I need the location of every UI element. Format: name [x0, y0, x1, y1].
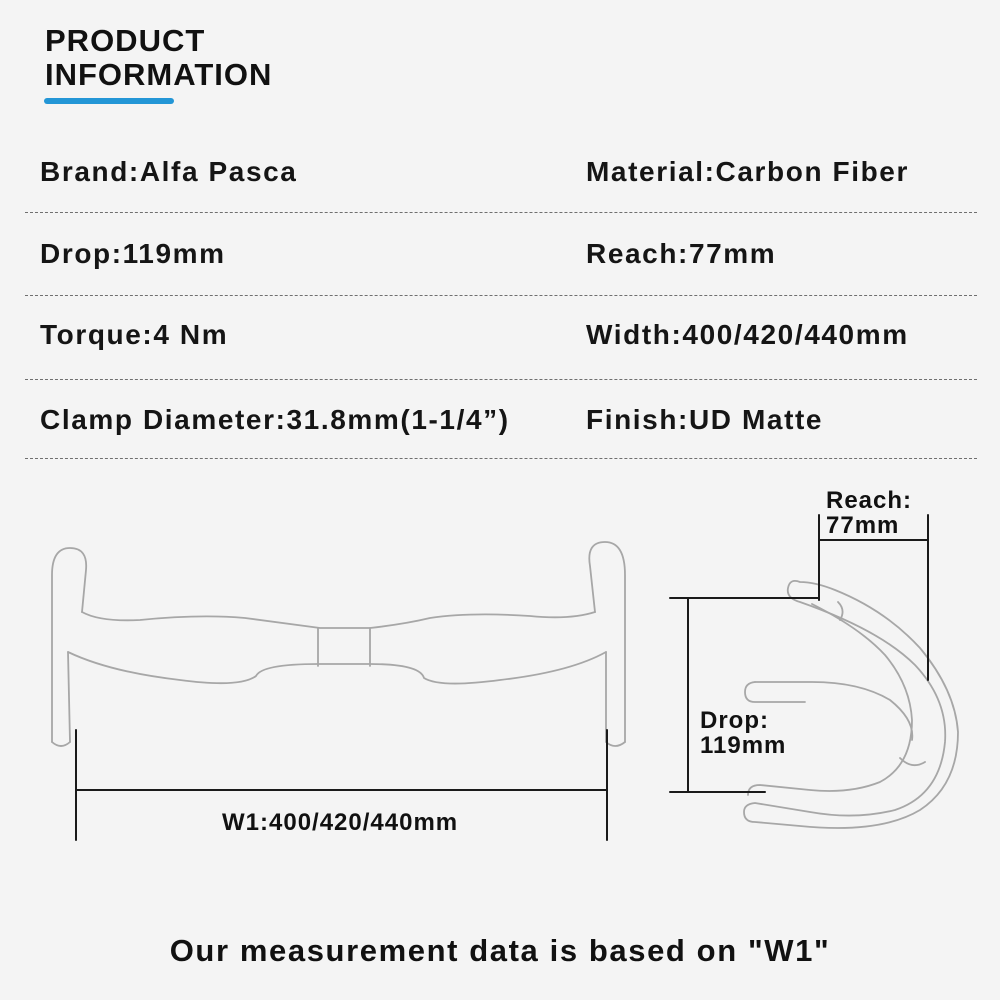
handlebar-diagram: [0, 470, 1000, 870]
reach-label-line-2: 77mm: [826, 512, 900, 539]
spec-drop: Drop:119mm: [40, 238, 226, 269]
row-divider: [25, 458, 977, 459]
spec-reach: Reach:77mm: [586, 238, 777, 269]
spec-brand: Brand:Alfa Pasca: [40, 156, 298, 187]
section-title: [45, 24, 272, 92]
drop-label-line-1: Drop:: [700, 707, 769, 734]
section-title-line-1: PRODUCT: [45, 23, 206, 58]
row-divider: [25, 379, 977, 380]
spec-width: Width:400/420/440mm: [586, 319, 909, 350]
row-divider: [25, 212, 977, 213]
spec-clamp-diameter: Clamp Diameter:31.8mm(1-1/4”): [40, 404, 510, 435]
measurement-note: Our measurement data is based on "W1": [169, 933, 831, 968]
drop-label-line-2: 119mm: [700, 732, 787, 759]
reach-label-line-1: Reach:: [826, 487, 913, 514]
spec-material: Material:Carbon Fiber: [586, 156, 909, 187]
spec-torque: Torque:4 Nm: [40, 319, 229, 350]
row-divider: [25, 295, 977, 296]
title-accent-bar: [44, 98, 174, 104]
section-title-line-2: INFORMATION: [45, 57, 273, 92]
w1-label: W1:400/420/440mm: [222, 809, 459, 836]
spec-finish: Finish:UD Matte: [586, 404, 824, 435]
